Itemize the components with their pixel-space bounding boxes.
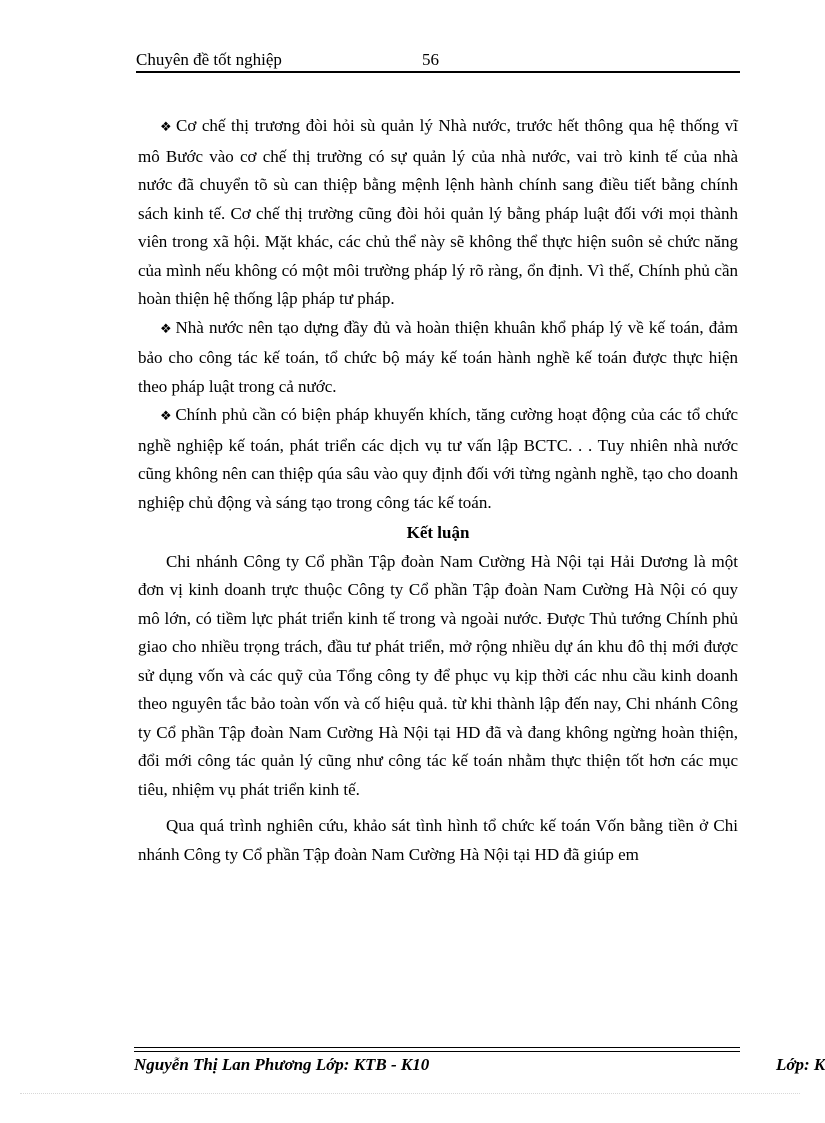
bullet-text-2: Nhà nước nên tạo dựng đầy đủ và hoàn thiện khuân khổ pháp lý về kế toán, đảm bảo cho công tác kế toán, tổ chức bộ máy kế toán hành nghề kế toán được thực hiện theo pháp luật trong cả nước. (138, 317, 739, 396)
footer-divider (134, 1047, 740, 1052)
page-number: 56 (422, 50, 439, 69)
footer-author-class: Nguyễn Thị Lan Phương Lớp: KTB - K10 (134, 1055, 430, 1074)
document-title: Chuyên đề tốt nghiệp (136, 50, 282, 69)
footer-class-fragment: Lớp: K (776, 1055, 825, 1074)
bullet-text-3: Chính phủ cần có biện pháp khuyến khích, tăng cường hoạt động của các tổ chức nghề nghiệp kế toán, phát triển các dịch vụ tư vấn lập BCTC. . . Tuy nhiên nhà nước cũng không nên can thiệp qúa sâu vào quy định đối với từng ngành nghề, tạo cho doanh nghiệp chủ động và sáng tạo trong công tác kế toán. (138, 405, 738, 512)
conclusion-paragraph-1: Chi nhánh Công ty Cổ phần Tập đoàn Nam Cường Hà Nội tại Hải Dương là một đơn vị kinh doanh trực thuộc Công ty Cổ phần Tập đoàn Nam Cường Hà Nội có quy mô lớn, có tiềm lực phát triển kinh tế trong và ngoài nước. Được Thủ tướng Chính phủ giao cho nhiều trọng trách, đầu tư phát triển, mở rộng nhiều dự án khu đô thị mới được sử dụng vốn và các quỹ của Tổng công ty để phục vụ kịp thời các nhu cầu kinh doanh theo nguyên tắc bảo toàn vốn và cố hiệu quả. từ khi thành lập đến nay, Chi nhánh Công ty Cổ phần Tập đoàn Nam Cường Hà Nội tại HD đã và đang không ngừng hoàn thiện, đổi mới công tác quản lý cũng như công tác kế toán nhằm thực thiện tốt hơn các mục tiêu, nhiệm vụ phát triển kinh tế. (138, 551, 738, 799)
diamond-bullet-icon: ❖ (160, 321, 173, 337)
page-body (138, 112, 738, 869)
page-footer (134, 1055, 825, 1079)
page-header (136, 48, 740, 70)
bullet-paragraph-1 (138, 112, 738, 314)
bullet-text-1: Cơ chế thị trương đòi hỏi sù quản lý Nhà nước, trước hết thông qua hệ thống vĩ mô Bước vào cơ chế thị trường có sự quản lý của nhà nước, vai trò kinh tế của nhà nước đã chuyển tõ sù can thiệp bằng mệnh lệnh hành chính sang điều tiết bằng chính sách kinh tế. Cơ chế thị trường cũng đòi hỏi quản lý bằng pháp luật đối với mọi thành viên trong xã hội. Mặt khác, các chủ thể này sẽ không thể thực hiện suôn sẻ chức năng của mình nếu không có một môi trường pháp lý rõ ràng, ổn định. Vì thế, Chính phủ cần hoàn thiện hệ thống lập pháp tư pháp. (138, 116, 738, 308)
diamond-bullet-icon: ❖ (160, 120, 173, 135)
conclusion-heading: Kết luận (406, 523, 470, 542)
header-divider (136, 71, 740, 73)
bullet-paragraph-2 (138, 314, 738, 402)
conclusion-paragraph-2: Qua quá trình nghiên cứu, khảo sát tình hình tổ chức kế toán Vốn bằng tiền ở Chi nhánh Công ty Cổ phần Tập đoàn Nam Cường Hà Nội tại HD đã giúp em (138, 816, 738, 864)
page-edge-dots (20, 1093, 800, 1094)
bullet-paragraph-3 (138, 401, 738, 517)
diamond-bullet-icon: ❖ (160, 409, 173, 424)
